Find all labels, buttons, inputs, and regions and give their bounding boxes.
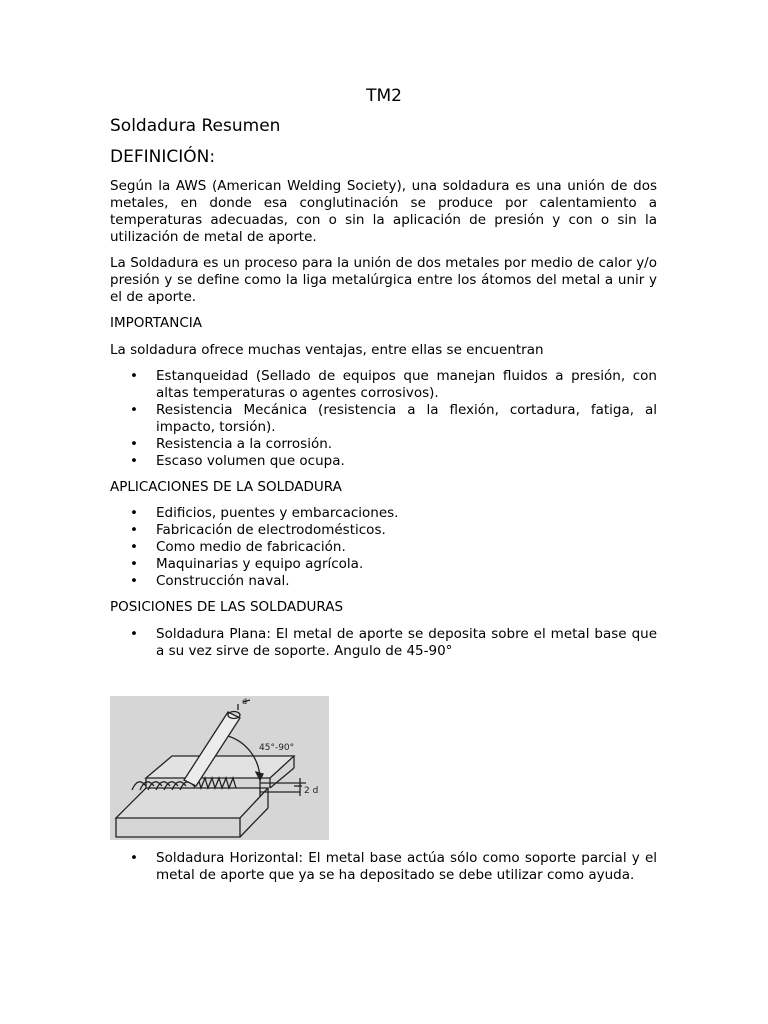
importance-heading: IMPORTANCIA: [110, 315, 202, 331]
document-title: TM2: [366, 86, 402, 106]
positions-list-flat: [110, 626, 657, 660]
list-item: • Estanqueidad (Sellado de equipos que manejan fluidos a presión, con altas temperaturas o agentes corrosivos).: [130, 368, 657, 401]
applications-heading: APLICACIONES DE LA SOLDADURA: [110, 479, 342, 495]
list-item: • Fabricación de electrodomésticos.: [130, 522, 386, 538]
flat-weld-figure: [110, 696, 329, 840]
list-item: • Maquinarias y equipo agrícola.: [130, 556, 364, 572]
diameter-label: d: [242, 697, 248, 706]
bullet-icon: •: [130, 556, 138, 572]
definition-paragraph-1: Según la AWS (American Welding Society), una soldadura es una unión de dos metales, en donde esa conglutinación se produce por calentamiento a temperaturas adecuadas, con o sin la aplicación de presión y con o sin la utilización de metal de aporte.: [110, 178, 657, 245]
positions-list-horizontal: [110, 850, 657, 884]
bullet-icon: •: [130, 453, 138, 469]
definition-paragraph-2: La Soldadura es un proceso para la unión de dos metales por medio de calor y/o presión y se define como la liga metalúrgica entre los átomos del metal a unir y el de aporte.: [110, 255, 657, 305]
importance-list: [110, 368, 657, 470]
list-item: • Resistencia a la corrosión.: [130, 436, 333, 452]
bullet-icon: •: [130, 368, 138, 384]
list-item: • Como medio de fabricación.: [130, 539, 346, 555]
bullet-icon: •: [130, 573, 138, 589]
bullet-icon: •: [130, 505, 138, 521]
bullet-icon: •: [130, 436, 138, 452]
importance-intro: La soldadura ofrece muchas ventajas, entre ellas se encuentran: [110, 342, 544, 358]
positions-heading: POSICIONES DE LAS SOLDADURAS: [110, 599, 344, 615]
list-item: • Resistencia Mecánica (resistencia a la flexión, cortadura, fatiga, al impacto, torsión).: [130, 402, 657, 435]
flat-weld-diagram: [110, 696, 329, 840]
applications-list: [110, 505, 657, 590]
bullet-icon: •: [130, 626, 138, 642]
list-item: • Soldadura Plana: El metal de aporte se deposita sobre el metal base que a su vez sirve de soporte. Angulo de 45-90°: [130, 626, 657, 659]
list-item: • Construcción naval.: [130, 573, 290, 589]
angle-label: 45°-90°: [259, 743, 295, 753]
bullet-icon: •: [130, 850, 138, 866]
list-item: • Edificios, puentes y embarcaciones.: [130, 505, 399, 521]
bullet-icon: •: [130, 539, 138, 555]
bullet-icon: •: [130, 402, 138, 418]
bullet-icon: •: [130, 522, 138, 538]
document-subtitle: Soldadura Resumen: [110, 116, 281, 136]
list-item: • Escaso volumen que ocupa.: [130, 453, 345, 469]
list-item: • Soldadura Horizontal: El metal base actúa sólo como soporte parcial y el metal de aporte que ya se ha depositado se debe utilizar como ayuda.: [130, 850, 657, 883]
offset-label: 2 d: [304, 786, 319, 796]
definition-heading: DEFINICIÓN:: [110, 147, 216, 167]
